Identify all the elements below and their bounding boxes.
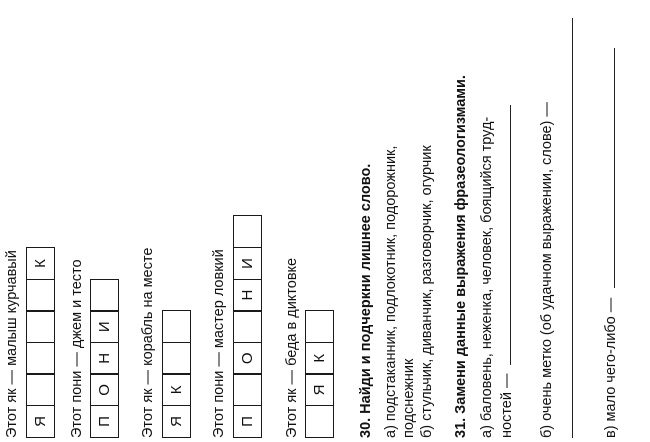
letter-cell[interactable] [26, 310, 55, 343]
letter-cell[interactable]: О [233, 342, 262, 375]
letter-grid [233, 215, 262, 438]
letter-cell[interactable]: К [162, 373, 191, 406]
letter-cell[interactable] [305, 310, 334, 343]
letter-cell[interactable] [90, 279, 119, 312]
letter-cell[interactable]: П [233, 405, 262, 438]
letter-grid [305, 310, 334, 438]
letter-cell[interactable]: Н [90, 342, 119, 375]
letter-cell[interactable] [162, 342, 191, 375]
letter-cell[interactable]: И [90, 310, 119, 343]
letter-grid [26, 247, 55, 438]
task-30-option-a-continued: подснежник [401, 358, 417, 438]
riddle-caption: Этот пони — джем и тесто [69, 259, 85, 438]
letter-cell[interactable]: Н [233, 279, 262, 312]
letter-cell[interactable]: Я [305, 373, 334, 406]
letter-cell[interactable]: Я [162, 405, 191, 438]
task-31-option-a-tail: ностей — [499, 373, 515, 438]
answer-line-row [558, 18, 578, 438]
task-31-option-c-text: в) мало чего-либо — [603, 297, 619, 438]
riddle-caption: Этот як — корабль на месте [140, 247, 156, 438]
letter-cell[interactable] [26, 373, 55, 406]
answer-line[interactable] [600, 48, 615, 288]
riddle-caption: Этот як — беда в диктовке [284, 257, 300, 438]
letter-cell[interactable]: Я [26, 405, 55, 438]
letter-cell[interactable] [26, 279, 55, 312]
riddle-caption: Этот пони — мастер ловкий [211, 249, 227, 438]
letter-grid [90, 279, 119, 438]
task-30-option-a: а) подстаканник, подлокотник, подорожник, [383, 145, 399, 438]
letter-cell[interactable] [233, 215, 262, 248]
letter-cell[interactable]: К [26, 247, 55, 280]
letter-cell[interactable]: К [305, 342, 334, 375]
letter-cell[interactable] [162, 310, 191, 343]
letter-cell[interactable] [233, 310, 262, 343]
task-31-option-a: а) баловень, неженка, человек, боящийся труд- [479, 116, 495, 438]
letter-cell[interactable]: П [90, 405, 119, 438]
task-31-option-b: б) очень метко (об удачном выражении, слове) — [539, 102, 555, 438]
answer-line[interactable] [558, 18, 573, 438]
task-31-title: 31. Замени данные выражения фразеологизмами. [453, 75, 469, 438]
answer-line[interactable] [496, 105, 511, 365]
task-31-option-c [600, 48, 620, 438]
letter-cell[interactable] [26, 342, 55, 375]
letter-cell[interactable] [233, 373, 262, 406]
letter-cell[interactable]: И [233, 247, 262, 280]
task-30-option-b: б) стульчик, диванчик, разговорчик, огурчик [419, 145, 435, 438]
task-30-title: 30. Найди и подчеркни лишнее слово. [358, 163, 374, 438]
letter-cell[interactable]: О [90, 373, 119, 406]
letter-grid [162, 310, 191, 438]
riddle-caption: Этот як — малыш курчавый [4, 250, 20, 438]
letter-cell[interactable] [305, 405, 334, 438]
task-31-option-a-continued [496, 105, 516, 438]
